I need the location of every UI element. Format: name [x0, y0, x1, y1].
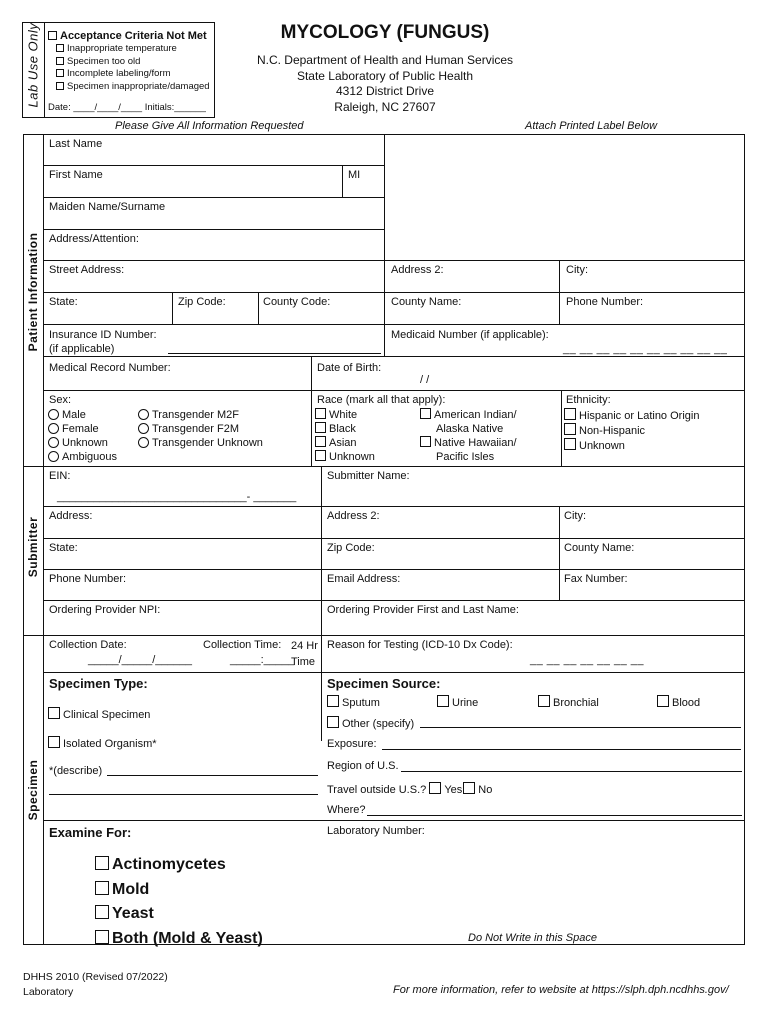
race-option-asian[interactable]: Asian: [315, 436, 375, 450]
clinical-specimen-option[interactable]: Clinical Specimen: [48, 707, 150, 722]
race-option-unknown[interactable]: Unknown: [315, 450, 375, 464]
submitter-county-name-label: County Name:: [564, 542, 635, 554]
sex-label: Sex:: [49, 394, 72, 406]
address-attention-label: Address/Attention:: [49, 233, 139, 245]
travel-yes-checkbox[interactable]: [429, 782, 441, 794]
describe-line-2[interactable]: [49, 794, 318, 795]
reason-testing-blanks: __ __ __ __ __ __ __: [530, 654, 644, 666]
footer-dept: Laboratory: [23, 986, 74, 998]
criteria-item[interactable]: Specimen inappropriate/damaged: [56, 81, 210, 94]
describe-line-1[interactable]: [107, 775, 318, 776]
submitter-phone-label: Phone Number:: [49, 573, 127, 585]
source-option-urine[interactable]: Urine: [437, 695, 478, 710]
examine-option-both[interactable]: Both (Mold & Yeast): [95, 927, 263, 952]
submitter-address2-label: Address 2:: [327, 510, 380, 522]
dob-slashes: / /: [420, 374, 430, 386]
submitter-city-label: City:: [564, 510, 586, 522]
where-line[interactable]: [367, 815, 742, 816]
submitter-email-label: Email Address:: [327, 573, 401, 585]
attach-label-note: Attach Printed Label Below: [525, 120, 658, 132]
race-label: Race (mark all that apply):: [317, 394, 446, 406]
acceptance-criteria[interactable]: Acceptance Criteria Not Met: [48, 30, 207, 43]
last-name-label: Last Name: [49, 138, 103, 150]
region-label: Region of U.S.: [327, 760, 399, 772]
where-label: Where?: [327, 804, 366, 816]
section-patient-information: Patient Information: [26, 232, 40, 352]
travel-outside-question: Travel outside U.S.? Yes No: [327, 784, 493, 796]
form-id: DHHS 2010 (Revised 07/2022): [23, 971, 168, 983]
race-option-label: Pacific Isles: [436, 451, 495, 463]
section-submitter: Submitter: [26, 516, 40, 578]
lab-date-line: Date: ____/____/____ Initials:______: [48, 102, 206, 113]
examine-options: [95, 853, 263, 951]
exposure-line[interactable]: [382, 749, 741, 750]
form-title: MYCOLOGY (FUNGUS): [280, 22, 490, 43]
source-option-bronchial[interactable]: Bronchial: [538, 695, 599, 710]
lab-use-only-label: Lab Use Only: [25, 22, 41, 108]
source-option-blood[interactable]: Blood: [657, 695, 700, 710]
more-info-link[interactable]: For more information, refer to website at https://slph.dph.ncdhhs.gov/: [393, 984, 729, 996]
county-name-label: County Name:: [391, 296, 462, 308]
collection-time-word: Time: [291, 656, 316, 668]
collection-time-blank: _____:_____: [230, 654, 295, 666]
do-not-write-note: Do Not Write in this Space: [468, 932, 597, 944]
laboratory-number-label: Laboratory Number:: [327, 825, 425, 837]
submitter-address-label: Address:: [49, 510, 93, 522]
collection-date-blank: _____/_____/______: [88, 654, 192, 666]
maiden-name-label: Maiden Name/Surname: [49, 201, 166, 213]
exposure-label: Exposure:: [327, 738, 377, 750]
medicaid-blanks: __ __ __ __ __ __ __ __ __ __: [563, 343, 728, 355]
address2-label: Address 2:: [391, 264, 444, 276]
sex-option-trans-unknown[interactable]: Transgender Unknown: [138, 436, 263, 450]
submitter-fax-label: Fax Number:: [564, 573, 628, 585]
criteria-item[interactable]: Inappropriate temperature: [56, 43, 210, 56]
ethnicity-option-unknown[interactable]: Unknown: [564, 438, 699, 453]
describe-label: *(describe): [49, 765, 103, 777]
collection-time-label: Collection Time:: [203, 639, 282, 651]
collection-date-label: Collection Date:: [49, 639, 127, 651]
criteria-item[interactable]: Incomplete labeling/form: [56, 68, 210, 81]
source-option-other[interactable]: Other (specify): [327, 716, 414, 731]
submitter-state-label: State:: [49, 542, 78, 554]
ethnicity-label: Ethnicity:: [566, 394, 611, 406]
ethnicity-option-non-hispanic[interactable]: Non-Hispanic: [564, 423, 699, 438]
race-option-label: Alaska Native: [436, 423, 504, 435]
race-options-left: [315, 408, 375, 464]
ethnicity-options: [564, 408, 699, 453]
travel-no-checkbox[interactable]: [463, 782, 475, 794]
transgender-options: [138, 408, 263, 450]
examine-for-title: Examine For:: [49, 825, 132, 840]
sex-option-trans-f2m[interactable]: Transgender F2M: [138, 422, 263, 436]
provider-npi-label: Ordering Provider NPI:: [49, 604, 161, 616]
ethnicity-option-hispanic[interactable]: Hispanic or Latino Origin: [564, 408, 699, 423]
county-code-label: County Code:: [263, 296, 331, 308]
mi-label: MI: [348, 169, 361, 181]
first-name-label: First Name: [49, 169, 103, 181]
sex-option-ambiguous[interactable]: Ambiguous: [48, 450, 117, 464]
insurance-id-label: Insurance ID Number:: [49, 329, 157, 341]
source-option-sputum[interactable]: Sputum: [327, 695, 380, 710]
sex-options: [48, 408, 117, 464]
medical-record-label: Medical Record Number:: [49, 362, 171, 374]
checkbox-icon[interactable]: [48, 31, 57, 40]
zip-code-label: Zip Code:: [178, 296, 226, 308]
submitter-name-label: Submitter Name:: [327, 470, 410, 482]
dob-label: Date of Birth:: [317, 362, 382, 374]
criteria-item[interactable]: Specimen too old: [56, 56, 210, 69]
criteria-list: [56, 43, 210, 93]
street-address-label: Street Address:: [49, 264, 125, 276]
ein-blank: _______________________________- _______: [57, 491, 297, 503]
examine-option-yeast[interactable]: Yeast: [95, 902, 263, 927]
sex-option-trans-m2f[interactable]: Transgender M2F: [138, 408, 263, 422]
sex-option-unknown[interactable]: Unknown: [48, 436, 117, 450]
state-label: State:: [49, 296, 78, 308]
examine-option-mold[interactable]: Mold: [95, 878, 263, 903]
give-info-note: Please Give All Information Requested: [115, 120, 304, 132]
specimen-type-title: Specimen Type:: [49, 676, 148, 691]
race-option-american-indian[interactable]: American Indian/: [420, 408, 517, 422]
header-address: N.C. Department of Health and Human Services State Laboratory of Public Health 4312 District Drive Raleigh, NC 27607: [256, 53, 514, 114]
race-option-black[interactable]: Black: [315, 422, 375, 436]
region-line[interactable]: [401, 771, 742, 772]
provider-name-label: Ordering Provider First and Last Name:: [327, 604, 519, 616]
examine-option-actinomycetes[interactable]: Actinomycetes: [95, 853, 263, 878]
isolated-organism-option[interactable]: Isolated Organism*: [48, 736, 157, 751]
if-applicable-label: (if applicable): [49, 343, 115, 355]
city-label: City:: [566, 264, 588, 276]
other-specify-line[interactable]: [420, 727, 741, 728]
specimen-source-title: Specimen Source:: [327, 676, 441, 691]
section-specimen: Specimen: [26, 759, 40, 821]
reason-testing-label: Reason for Testing (ICD-10 Dx Code):: [327, 639, 513, 651]
medicaid-number-label: Medicaid Number (if applicable):: [391, 329, 549, 341]
race-options-right: [420, 408, 517, 464]
race-option-white[interactable]: White: [315, 408, 375, 422]
phone-number-label: Phone Number:: [566, 296, 644, 308]
sex-option-female[interactable]: Female: [48, 422, 117, 436]
submitter-zip-label: Zip Code:: [327, 542, 375, 554]
sex-option-male[interactable]: Male: [48, 408, 117, 422]
collection-time-24hr: 24 Hr: [291, 640, 318, 652]
ein-label: EIN:: [49, 470, 71, 482]
race-option-native-hawaiian[interactable]: Native Hawaiian/: [420, 436, 517, 450]
